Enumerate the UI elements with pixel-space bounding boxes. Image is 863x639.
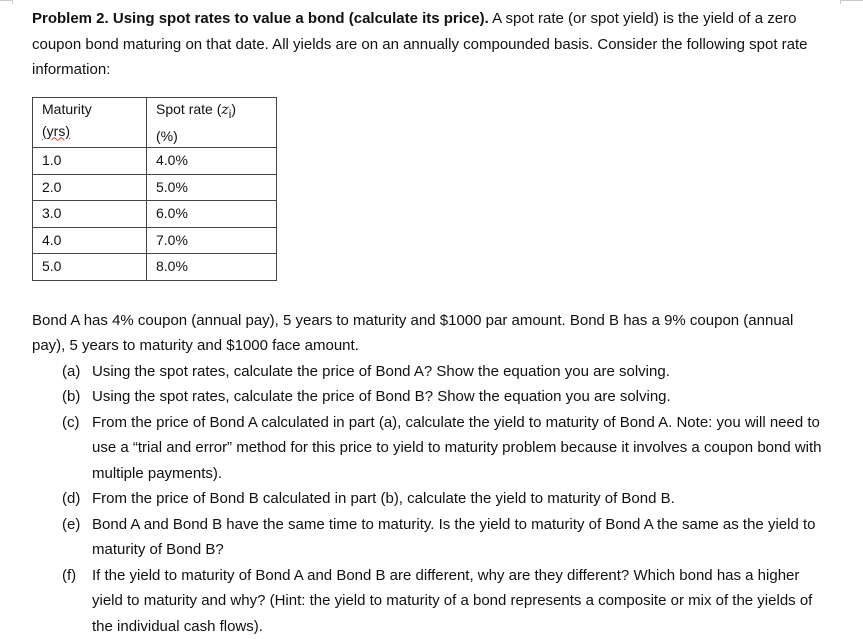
maturity-header-line2: (yrs) [42,122,70,139]
question-item-a [32,359,822,385]
question-label: (f) [62,566,77,584]
table-row [33,148,277,175]
maturity-cell: 2.0 [33,174,147,201]
maturity-header-line1: Maturity [42,100,92,117]
maturity-cell: 5.0 [33,254,147,281]
question-item-c [32,410,822,487]
question-text: From the price of Bond B calculated in part (b), calculate the yield to maturity of Bond B. [92,490,675,508]
spot-rate-subscript: i [228,107,232,121]
page-corner-right [840,0,863,4]
document-page [32,6,822,639]
spot-rate-header-line2: (%) [156,128,178,145]
rate-cell: 8.0% [147,254,277,281]
question-list [32,359,822,639]
rate-cell: 6.0% [147,201,277,228]
maturity-cell: 4.0 [33,227,147,254]
question-label: (b) [62,388,81,406]
question-label: (a) [62,362,81,380]
question-item-b [32,384,822,410]
spot-rate-header [147,97,277,148]
question-text: If the yield to maturity of Bond A and Bond B are different, why are they different? Which bond has a higher yield to maturity and why? (Hint: the yield to maturity of a bond represents a composite or mix of the yields of the individual cash flows). [92,566,813,635]
table-row [33,174,277,201]
question-item-e [32,512,822,563]
spot-rate-header-line1: Spot rate ( [156,100,222,117]
problem-intro-text: A spot rate (or spot yield) is the yield of a zero coupon bond maturing on that date. All yields are on an annually compounded basis. Consider the following spot rate information: [32,10,808,78]
table-header-row [33,97,277,148]
maturity-cell: 3.0 [33,201,147,228]
question-text: Bond A and Bond B have the same time to maturity. Is the yield to maturity of Bond A the same as the yield to maturity of Bond B? [92,515,816,559]
spot-rate-symbol: z [221,101,229,118]
question-label: (d) [62,490,81,508]
question-text: Using the spot rates, calculate the price of Bond A? Show the equation you are solving. [92,362,670,380]
question-text: From the price of Bond A calculated in part (a), calculate the yield to maturity of Bond A. Note: you will need to use a “trial and error” method for this price to yield to maturity problem because it involves a coupon bond with multiple payments). [92,413,822,482]
table-row [33,254,277,281]
bonds-paragraph: Bond A has 4% coupon (annual pay), 5 years to maturity and $1000 par amount. Bond B has a 9% coupon (annual pay), 5 years to maturity and $1000 face amount. [32,311,794,355]
question-label: (e) [62,515,81,533]
question-item-d [32,486,822,512]
rate-cell: 4.0% [147,148,277,175]
table-row [33,227,277,254]
page-corner-left [0,0,13,4]
question-item-f [32,563,822,639]
rate-cell: 5.0% [147,174,277,201]
problem-intro [32,6,822,83]
question-text: Using the spot rates, calculate the price of Bond B? Show the equation you are solving. [92,388,671,406]
spot-rate-close-paren: ) [231,100,237,117]
question-label: (c) [62,413,80,431]
rate-cell: 7.0% [147,227,277,254]
spot-rate-table [32,97,277,281]
problem-heading: Problem 2. Using spot rates to value a bond (calculate its price). [32,10,489,27]
maturity-cell: 1.0 [33,148,147,175]
table-row [33,201,277,228]
maturity-header [33,97,147,148]
